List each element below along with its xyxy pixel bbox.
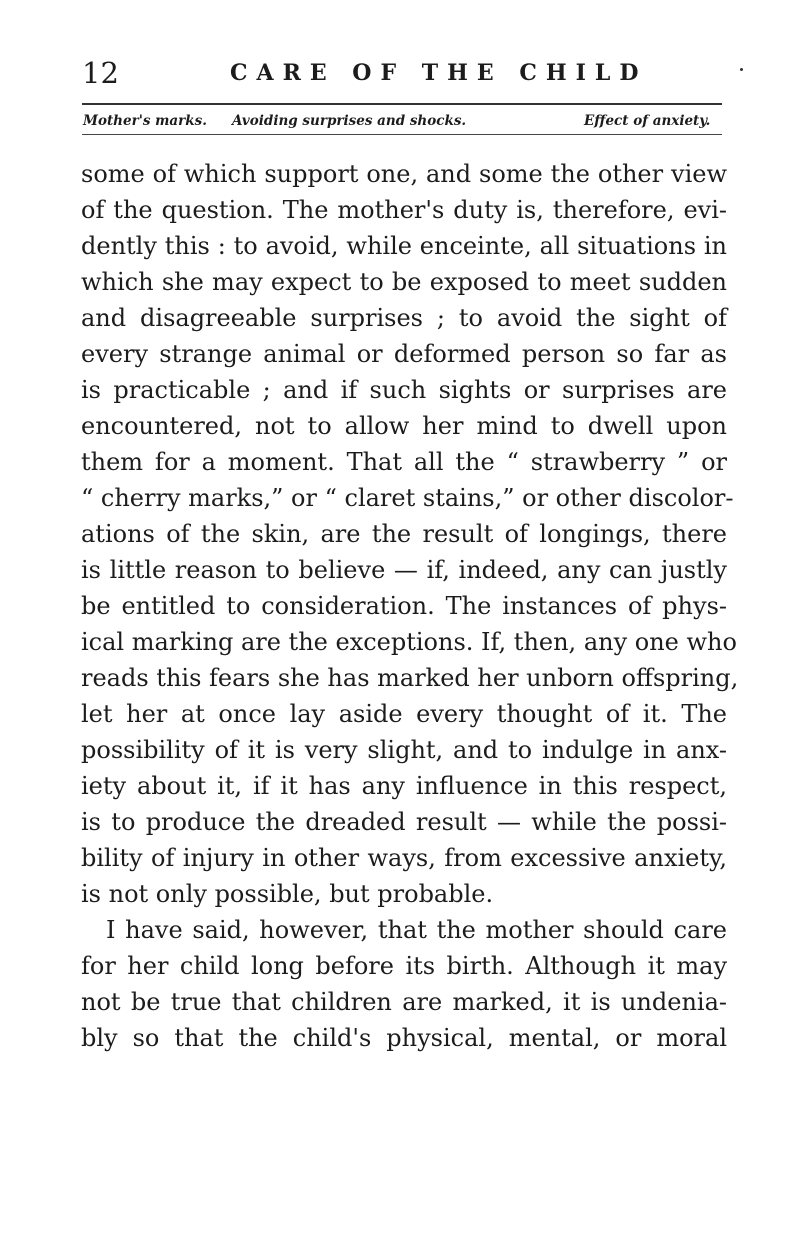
sidenote-avoiding-surprises: Avoiding surprises and shocks. (232, 113, 467, 129)
text-line: some of which support one, and some the other view (81, 160, 727, 188)
text-line: bility of injury in other ways, from excessive anxiety, (81, 844, 727, 872)
text-line: bly so that the child's physical, mental, or moral (81, 1024, 727, 1052)
running-title: CARE OF THE CHILD (230, 60, 648, 86)
text-line: be entitled to consideration. The instances of phys- (81, 592, 727, 620)
text-line: ations of the skin, are the result of longings, there (81, 520, 727, 548)
text-line: of the question. The mother's duty is, therefore, evi- (81, 196, 727, 224)
sidenote-bar (82, 110, 722, 134)
text-line: them for a moment. That all the “ strawberry ” or (81, 448, 727, 476)
sidenote-mothers-marks: Mother's marks. (83, 113, 207, 129)
text-line: every strange animal or deformed person so far as (81, 340, 727, 368)
sidenote-rule (82, 134, 722, 135)
text-line: I have said, however, that the mother should care (106, 916, 727, 944)
margin-dot (740, 68, 743, 71)
text-line: dently this : to avoid, while enceinte, all situations in (81, 232, 727, 260)
text-line: not be true that children are marked, it is undenia- (81, 988, 727, 1016)
text-line: and disagreeable surprises ; to avoid the sight of (81, 304, 727, 332)
text-line: is little reason to believe — if, indeed, any can justly (81, 556, 727, 584)
text-line: iety about it, if it has any influence in this respect, (81, 772, 727, 800)
text-line: let her at once lay aside every thought of it. The (81, 700, 727, 728)
text-line: “ cherry marks,” or “ claret stains,” or other discolor- (81, 484, 734, 512)
text-line: encountered, not to allow her mind to dwell upon (81, 412, 727, 440)
text-line: for her child long before its birth. Although it may (81, 952, 727, 980)
text-line: reads this fears she has marked her unborn offspring, (81, 664, 739, 692)
sidenote-effect-of-anxiety: Effect of anxiety. (584, 113, 711, 129)
page-header (82, 56, 722, 90)
header-rule (82, 103, 722, 105)
text-line: is to produce the dreaded result — while the possi- (81, 808, 727, 836)
page-number: 12 (82, 56, 119, 90)
text-line: possibility of it is very slight, and to indulge in anx- (81, 736, 727, 764)
text-line: is practicable ; and if such sights or surprises are (81, 376, 727, 404)
text-line: which she may expect to be exposed to meet sudden (81, 268, 727, 296)
text-line: is not only possible, but probable. (81, 880, 494, 908)
text-line: ical marking are the exceptions. If, then, any one who (81, 628, 737, 656)
body-text (81, 156, 739, 1056)
